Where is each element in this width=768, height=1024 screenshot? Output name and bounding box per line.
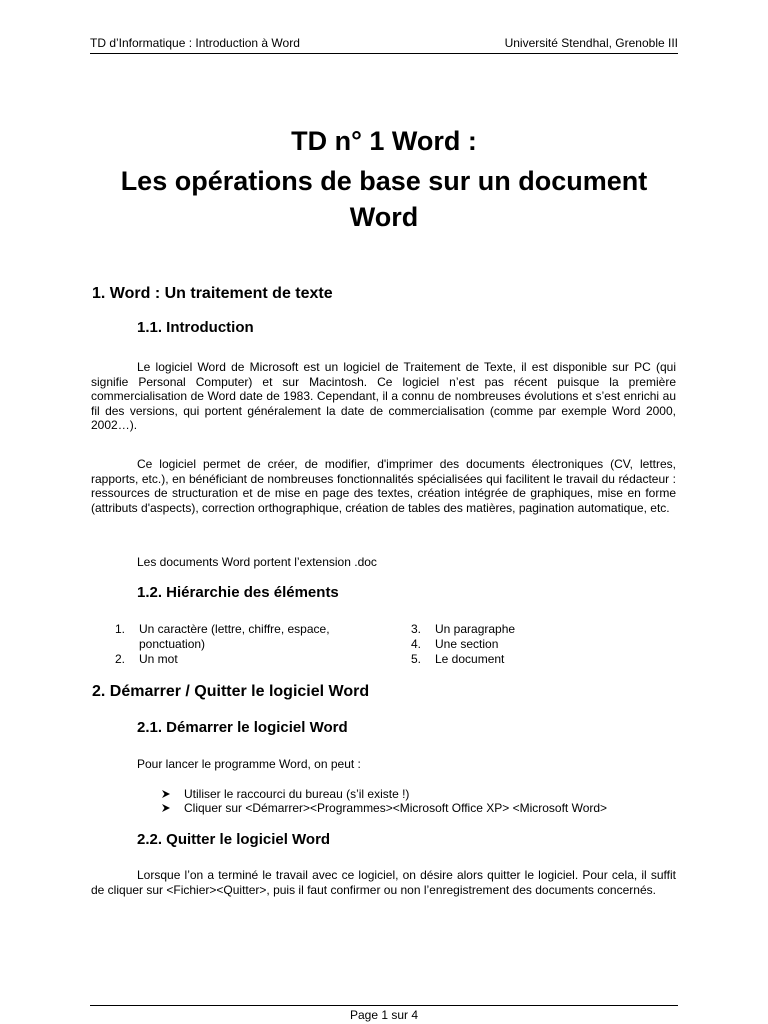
list-item-number: 4. [410, 637, 421, 651]
intro-paragraph-3: Les documents Word portent l’extension .doc [137, 555, 377, 569]
section-2-2-heading: 2.2. Quitter le logiciel Word [137, 831, 331, 848]
list-item-text: Un caractère (lettre, chiffre, espace, [139, 622, 330, 636]
header-course-title: TD d’Informatique : Introduction à Word [90, 36, 300, 50]
document-title-line1: TD n° 1 Word : [291, 126, 477, 156]
quit-paragraph: Lorsque l’on a terminé le travail avec ce logiciel, on désire alors quitter le logiciel. Pour cela, il suffit de cliquer sur <Fichier><Quitter>, puis il faut confirmer ou non l’enregistrement des documents concernés. [91, 868, 676, 897]
start-intro-text: Pour lancer le programme Word, on peut : [137, 757, 361, 771]
list-item-text: Une section [435, 637, 499, 651]
list-item-number: 3. [410, 622, 421, 636]
section-2-1-heading: 2.1. Démarrer le logiciel Word [137, 719, 348, 736]
document-title-line2-text: Les opérations de base sur un document [120, 166, 648, 196]
document-title-line3-text: Word [349, 202, 419, 232]
list-item-number: 2. [114, 652, 125, 666]
section-1-1-heading: 1.1. Introduction [137, 319, 254, 336]
arrowhead-bullet-icon [161, 803, 171, 813]
header-university: Université Stendhal, Grenoble III [504, 36, 678, 50]
bullet-item-text: Utiliser le raccourci du bureau (s’il existe !) [184, 787, 410, 801]
footer-divider [90, 1005, 678, 1006]
list-item-text: Un paragraphe [435, 622, 516, 636]
list-item-text: Un mot [139, 652, 178, 666]
section-1-2-heading: 1.2. Hiérarchie des éléments [137, 584, 339, 601]
section-1-heading: 1. Word : Un traitement de texte [92, 285, 333, 302]
page-number: Page 1 sur 4 [349, 1008, 419, 1022]
section-2-heading: 2. Démarrer / Quitter le logiciel Word [92, 683, 370, 700]
bullet-item-text: Cliquer sur <Démarrer><Programmes><Microsoft Office XP> <Microsoft Word> [184, 801, 608, 815]
list-item-text: Le document [435, 652, 505, 666]
list-item-number: 5. [410, 652, 421, 666]
arrowhead-bullet-icon [161, 789, 171, 799]
list-item-text-continued: ponctuation) [139, 637, 206, 651]
list-item-number: 1. [114, 622, 125, 636]
header-divider [90, 53, 678, 54]
intro-paragraph-1: Le logiciel Word de Microsoft est un logiciel de Traitement de Texte, il est disponible sur PC (qui signifie Personal Computer) et sur Macintosh. Ce logiciel n’est pas récent puisque la première commercialisation de Word date de 1983. Cependant, il a connu de nombreuses évolutions et s’est enrichi au fil des versions, qui portent généralement la date de commercialisation (comme par exemple Word 2000, 2002…). [91, 360, 676, 433]
document-title-line2 [90, 163, 678, 235]
intro-paragraph-2: Ce logiciel permet de créer, de modifier, d'imprimer des documents électroniques (CV, lettres, rapports, etc.), en bénéficiant de nombreuses fonctionnalités spécialisées qui facilitent le travail du rédacteur : ressources de structuration et de mise en page des textes, création intégrée de graphiques, mise en forme (attributs d'aspects), correction orthographique, création de tables des matières, pagination automatique, etc. [91, 457, 676, 515]
